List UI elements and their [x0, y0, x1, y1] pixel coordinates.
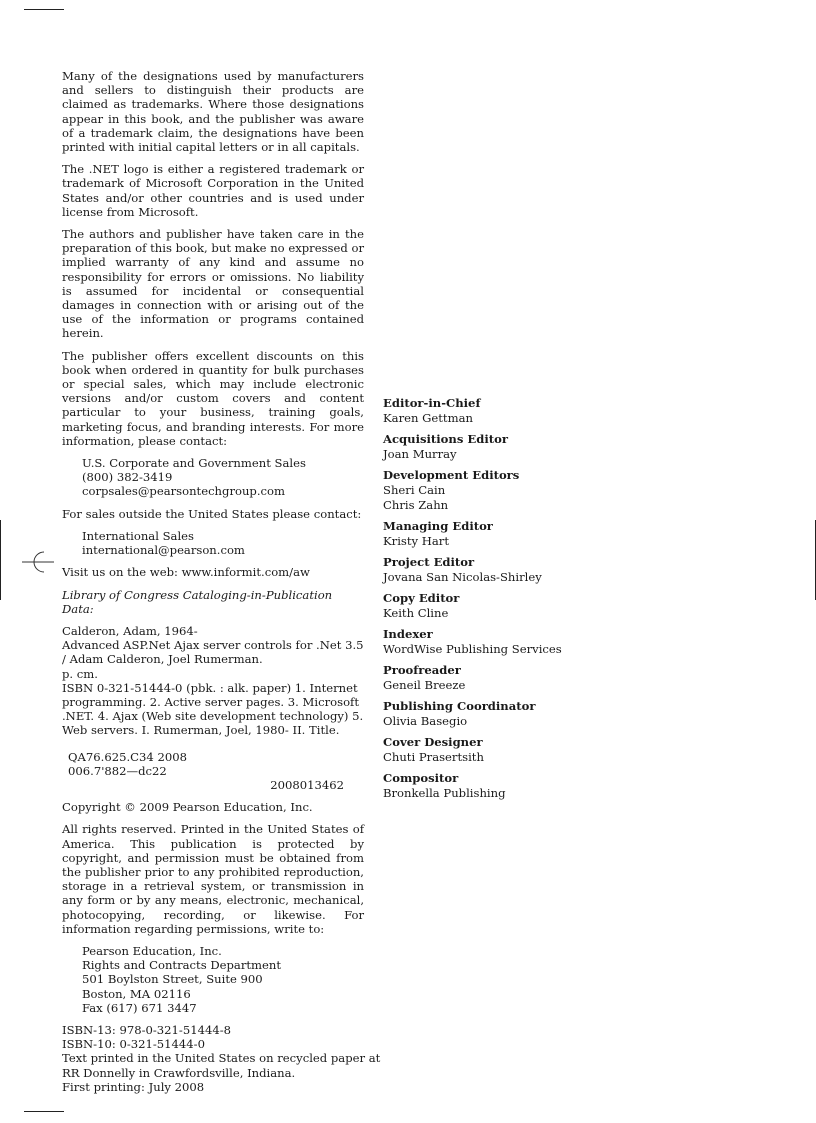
credit-role: Acquisitions Editor: [383, 432, 508, 446]
colophon: [62, 1022, 381, 1094]
credit-role: Publishing Coordinator: [383, 699, 536, 713]
cip-block: [62, 624, 364, 738]
discount-paragraph: The publisher offers excellent discounts on this book when ordered in quantity for bulk purchases or special sales, which may include electronic versions and/or custom covers and content particular to your business, training goals, marketing focus, and branding interests. For more information, please contact:: [62, 348, 364, 448]
credit-role: Cover Designer: [383, 735, 483, 749]
credit-entry: [383, 771, 623, 801]
web-line: Visit us on the web: www.informit.com/aw: [62, 565, 310, 580]
credit-role: Compositor: [383, 771, 459, 785]
credit-role: Indexer: [383, 627, 433, 641]
credit-name: Karen Gettman: [383, 411, 473, 425]
credit-entry: [383, 555, 623, 585]
address-line: Fax (617) 671 3447: [82, 1000, 197, 1015]
credit-entry: [383, 519, 623, 549]
cip-class-block: [62, 750, 364, 793]
colophon-line: Text printed in the United States on recycled paper at: [62, 1051, 381, 1066]
cip-body: Advanced ASP.Net Ajax server controls for .Net 3.5 / Adam Calderon, Joel Rumerman. p. cm. ISBN 0-321-51444-0 (pbk. : alk. paper) 1. Internet programming. 2. Active server pages. 3. Microsoft .NET. 4. Ajax (Web site development technology) 5. Web servers. I. Rumerman, Joel, 1980- II. Title.: [62, 638, 364, 738]
us-sales-name: U.S. Corporate and Government Sales: [82, 456, 306, 471]
address-line: Rights and Contracts Department: [82, 958, 281, 973]
credit-name: WordWise Publishing Services: [383, 642, 562, 656]
credit-role: Managing Editor: [383, 519, 493, 533]
credit-name: Jovana San Nicolas-Shirley: [383, 570, 542, 584]
credit-role: Copy Editor: [383, 591, 460, 605]
first-printing: First printing: July 2008: [62, 1079, 205, 1094]
credit-role: Editor-in-Chief: [383, 396, 481, 410]
intl-sales-email: international@pearson.com: [82, 543, 245, 558]
credit-name: Sheri Cain: [383, 483, 446, 497]
credit-role: Proofreader: [383, 663, 461, 677]
registration-mark-icon: [20, 548, 54, 578]
copyright-page-left-column: [62, 69, 381, 1102]
intl-sales-name: International Sales: [82, 528, 194, 543]
credit-name: Geneil Breeze: [383, 678, 466, 692]
credit-role: Development Editors: [383, 468, 520, 482]
credit-name: Keith Cline: [383, 606, 449, 620]
us-sales-email: corpsales@pearsontechgroup.com: [82, 484, 286, 499]
crop-mark-bottom-left: [24, 1111, 64, 1112]
credit-entry: [383, 699, 623, 729]
address-line: Boston, MA 02116: [82, 986, 191, 1001]
address-line: Pearson Education, Inc.: [82, 943, 222, 958]
credit-name: Chris Zahn: [383, 498, 449, 512]
credit-entry: [383, 663, 623, 693]
isbn-13: ISBN-13: 978-0-321-51444-8: [62, 1022, 232, 1037]
net-logo-paragraph: The .NET logo is either a registered trademark or trademark of Microsoft Corporation in the United States and/or other countries and is used under license from Microsoft.: [62, 162, 364, 219]
credit-entry: [383, 432, 623, 462]
intl-intro: For sales outside the United States please contact:: [62, 506, 362, 521]
copyright-line: Copyright © 2009 Pearson Education, Inc.: [62, 800, 313, 815]
credit-name: Chuti Prasertsith: [383, 750, 484, 764]
permissions-address: [62, 944, 364, 1015]
rights-paragraph: All rights reserved. Printed in the United States of America. This publication is protected by copyright, and permission must be obtained from the publisher prior to any prohibited reproduction, storage in a retrieval system, or transmission in any form or by any means, electronic, mechanical, photocopying, recording, or likewise. For information regarding permissions, write to:: [62, 822, 364, 936]
credit-role: Project Editor: [383, 555, 475, 569]
crop-mark-top-left: [24, 9, 64, 10]
us-sales-contact: [62, 456, 364, 499]
us-sales-phone: (800) 382-3419: [82, 470, 173, 485]
crop-mark-left-edge: [0, 520, 1, 600]
intl-sales-contact: [62, 529, 364, 557]
credit-entry: [383, 735, 623, 765]
cip-author-line: Calderon, Adam, 1964-: [62, 623, 198, 638]
credit-name: Kristy Hart: [383, 534, 449, 548]
credits-column: [383, 396, 623, 807]
credit-entry: [383, 396, 623, 426]
credit-name: Olivia Basegio: [383, 714, 468, 728]
isbn-10: ISBN-10: 0-321-51444-0: [62, 1037, 205, 1052]
cip-lccn: 2008013462: [270, 777, 344, 792]
colophon-line: RR Donnelly in Crawfordsville, Indiana.: [62, 1065, 296, 1080]
address-line: 501 Boylston Street, Suite 900: [82, 972, 263, 987]
credit-name: Bronkella Publishing: [383, 786, 506, 800]
cip-lc-class: QA76.625.C34 2008: [68, 749, 187, 764]
warranty-paragraph: The authors and publisher have taken care in the preparation of this book, but make no expressed or implied warranty of any kind and assume no responsibility for errors or omissions. No liability is assumed for incidental or consequential damages in connection with or arising out of the use of the information or programs contained herein.: [62, 227, 364, 341]
cip-heading: Library of Congress Cataloging-in-Publication Data:: [62, 587, 333, 616]
credit-entry: [383, 591, 623, 621]
credit-entry: [383, 468, 623, 513]
trademark-paragraph: Many of the designations used by manufacturers and sellers to distinguish their products are claimed as trademarks. Where those designations appear in this book, and the publisher was aware of a trademark claim, the designations have been printed with initial capital letters or in all capitals.: [62, 69, 364, 155]
cip-dewey: 006.7'882—dc22: [68, 763, 167, 778]
credit-entry: [383, 627, 623, 657]
credit-name: Joan Murray: [383, 447, 457, 461]
